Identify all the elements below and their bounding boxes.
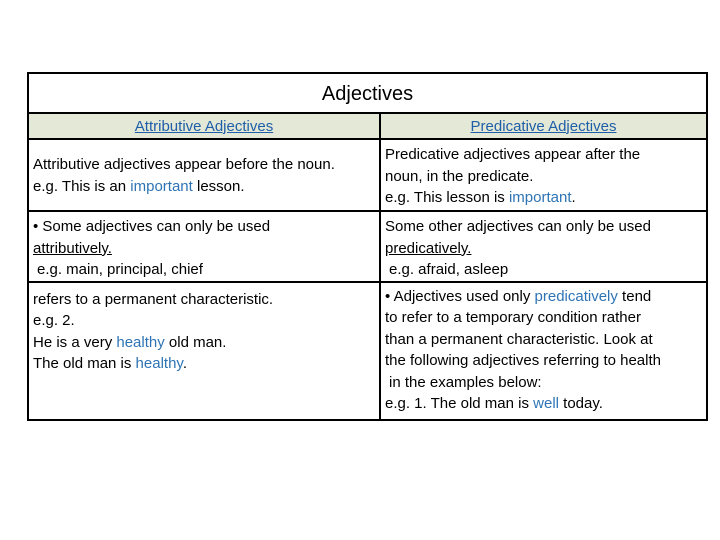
row2-right-line3: e.g. afraid, asleep bbox=[389, 261, 509, 278]
row3-right-line5: in the examples below: bbox=[389, 373, 542, 391]
row1-left-line2: e.g. This is an important lesson. bbox=[33, 177, 245, 195]
table-title: Adjectives bbox=[28, 73, 707, 113]
important-word: important bbox=[130, 177, 193, 195]
row1-left-line1: Attributive adjectives appear before the noun. bbox=[33, 156, 335, 173]
well-word: well bbox=[533, 395, 559, 412]
predicative-adjectives-link[interactable]: Predicative Adjectives bbox=[470, 117, 617, 135]
row3-left-line4: The old man is healthy. bbox=[33, 355, 187, 372]
row2-right-line2: predicatively. bbox=[385, 239, 472, 257]
row3-left-line2: e.g. 2. bbox=[33, 312, 75, 329]
row3-left-line3: He is a very healthy old man. bbox=[33, 333, 227, 351]
header-predicative bbox=[380, 113, 707, 139]
row3-right-line3: than a permanent characteristic. Look at bbox=[385, 330, 653, 348]
row1-right-line1: Predicative adjectives appear after the bbox=[385, 146, 641, 163]
healthy-word: healthy bbox=[135, 355, 183, 372]
row2-left-line2: attributively. bbox=[33, 239, 112, 257]
row2-right-line1: Some other adjectives can only be used bbox=[385, 218, 651, 235]
predicatively-word: predicatively bbox=[534, 287, 618, 305]
row1-left-cell bbox=[28, 139, 380, 211]
important-word: important bbox=[508, 189, 572, 206]
row3-right-line4: the following adjectives referring to health bbox=[385, 352, 661, 369]
row3-right-line2: to refer to a temporary condition rather bbox=[385, 309, 641, 326]
row2-left-line3: e.g. main, principal, chief bbox=[37, 261, 203, 278]
healthy-word: healthy bbox=[116, 333, 165, 351]
row3-right-line1: • Adjectives used only predicatively tend bbox=[385, 287, 652, 305]
row1-right-line2: noun, in the predicate. bbox=[385, 167, 534, 185]
header-attributive bbox=[28, 113, 380, 139]
adjectives-table bbox=[27, 72, 708, 421]
row3-left-cell bbox=[28, 282, 380, 420]
row2-left-cell bbox=[28, 211, 380, 282]
row1-right-cell bbox=[380, 139, 707, 211]
attributive-adjectives-link[interactable]: Attributive Adjectives bbox=[134, 117, 274, 135]
row2-right-cell bbox=[380, 211, 707, 282]
row3-right-cell bbox=[380, 282, 707, 420]
row1-right-line3: e.g. This lesson is important. bbox=[385, 189, 576, 206]
row3-right-line6: e.g. 1. The old man is well today. bbox=[385, 395, 603, 412]
row2-left-line1: • Some adjectives can only be used bbox=[33, 218, 271, 235]
row3-left-line1: refers to a permanent characteristic. bbox=[33, 290, 274, 308]
